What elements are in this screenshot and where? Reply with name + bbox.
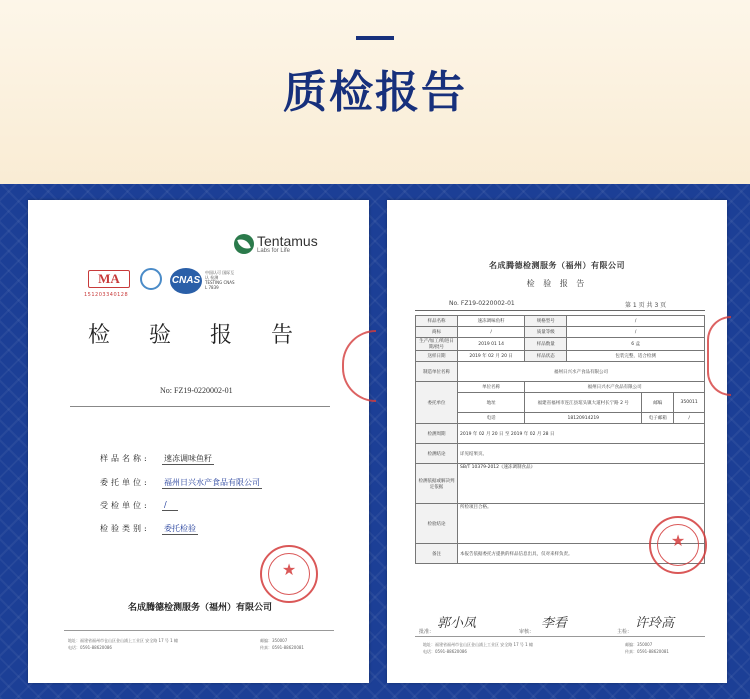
table-cell: 邮编 — [642, 393, 674, 413]
table-cell: 样品名称 — [416, 316, 458, 327]
field-label: 检验类别: — [100, 524, 150, 533]
field-value: / — [162, 500, 178, 511]
table-row — [416, 382, 705, 393]
signature-approver: 郭小凤 — [437, 616, 477, 631]
table-cell: 350011 — [674, 393, 705, 413]
tentamus-brand — [234, 234, 318, 254]
table-cell: 本报告依据委托方提供的样品信息出具，仅对来样负责。 — [458, 544, 705, 564]
table-cell: 电话 — [458, 413, 525, 424]
sign-label-review: 审核： — [519, 629, 535, 635]
table-cell: 福建省福州市连江县琯头镇大道村长宁路 2 号 — [525, 393, 642, 413]
table-cell: / — [674, 413, 705, 424]
field-inspection-type — [100, 523, 198, 535]
table-cell: 样品状态 — [525, 351, 567, 362]
table-row — [416, 316, 705, 327]
header-banner — [0, 0, 750, 184]
table-cell: SB/T 10379-2012《速冻调制食品》 — [458, 464, 705, 504]
table-cell: 福州日兴水产食品有限公司 — [458, 362, 705, 382]
ilac-mra-icon — [140, 268, 162, 290]
table-row — [416, 444, 705, 464]
field-value: 委托检验 — [164, 524, 196, 533]
report-title: 检 验 报 告 — [88, 323, 309, 348]
table-cell: 18120914219 — [525, 413, 642, 424]
table-row — [416, 338, 705, 351]
table-cell: 速冻调味鱼籽 — [458, 316, 525, 327]
field-value: 福州日兴水产食品有限公司 — [164, 478, 260, 487]
report-title: 检 验 报 告 — [526, 279, 588, 288]
table-cell: 规格型号 — [525, 316, 567, 327]
table-cell: 检测结论 — [416, 444, 458, 464]
seal-edge-stamp — [707, 316, 731, 396]
report-body-page — [387, 200, 727, 683]
table-cell: 2019 年 02 月 20 日 至 2019 年 02 月 28 日 — [458, 424, 705, 444]
table-cell: 制造单位名称 — [416, 362, 458, 382]
table-row — [416, 413, 705, 424]
report-number: No: FZ19-0220002-01 — [160, 386, 233, 395]
table-cell: 包装完整，适合检测 — [567, 351, 705, 362]
field-label: 受检单位: — [100, 501, 150, 510]
table-cell: 商标 — [416, 327, 458, 338]
sign-label-inspector: 主检： — [617, 629, 633, 635]
field-label: 委托单位: — [100, 478, 150, 487]
table-row — [416, 362, 705, 382]
tentamus-leaf-icon — [234, 234, 254, 254]
ma-number: 151203340128 — [84, 292, 129, 298]
signature-inspector: 许玲高 — [635, 616, 675, 631]
red-seal-stamp — [649, 516, 707, 574]
footer-divider — [415, 636, 705, 637]
star-icon: ★ — [670, 531, 686, 550]
issuer-name: 名成腾德检测服务（福州）有限公司 — [128, 603, 273, 613]
footer-contact: 邮编：350007 传真：0591-88620081 — [625, 642, 669, 654]
table-cell: 送样日期 — [416, 351, 458, 362]
table-row — [416, 351, 705, 362]
divider — [415, 310, 705, 311]
table-row — [416, 464, 705, 504]
table-cell: 检验结论 — [416, 504, 458, 544]
star-icon: ★ — [281, 560, 297, 579]
table-cell: 生产/加工/购进日期/批号 — [416, 338, 458, 351]
table-cell: 单位名称 — [458, 382, 525, 393]
ma-certification-icon: MA — [88, 270, 130, 288]
table-cell: 地址 — [458, 393, 525, 413]
table-cell: 样品数量 — [525, 338, 567, 351]
sign-label-approve: 批准： — [419, 629, 435, 635]
table-cell: 委托单位 — [416, 382, 458, 424]
table-cell: 电子邮箱 — [642, 413, 674, 424]
footer-address: 地址：福建省福州市仓山区金山浦上工业区 安全路 17 号 1 幢 电话：0591-88620086 — [68, 638, 178, 650]
table-cell: 6 盒 — [567, 338, 705, 351]
table-cell: 详见结果页。 — [458, 444, 705, 464]
table-cell: 备注 — [416, 544, 458, 564]
page-title: 质检报告 — [283, 67, 467, 118]
brand-tagline: Labs for Life — [257, 248, 291, 254]
red-seal-stamp — [260, 545, 318, 603]
table-cell: 所检项目合格。 — [458, 504, 705, 544]
table-cell: 福州日兴水产食品有限公司 — [525, 382, 705, 393]
table-cell: 质量等级 — [525, 327, 567, 338]
signature-reviewer: 李看 — [541, 616, 568, 631]
report-number: No. FZ19-0220002-01 — [449, 300, 515, 307]
cnas-caption: 中国认可 国际互认 检测 TESTING CNAS L 7839 — [205, 270, 235, 290]
report-cover-page — [28, 200, 369, 683]
brand-name: Tentamus — [257, 233, 318, 249]
table-cell: 2019 年 02 月 20 日 — [458, 351, 525, 362]
field-value: 速冻调味鱼籽 — [164, 454, 212, 463]
table-cell: / — [567, 316, 705, 327]
table-cell: / — [458, 327, 525, 338]
table-cell: 2019 01 14 — [458, 338, 525, 351]
field-inspected-unit — [100, 500, 178, 511]
field-client — [100, 477, 262, 489]
field-label: 样品名称: — [100, 454, 150, 463]
table-row — [416, 424, 705, 444]
footer-divider — [64, 630, 334, 631]
footer-contact: 邮编：350007 传真：0591-88620081 — [260, 638, 304, 650]
footer-address: 地址：福建省福州市仓山区金山浦上工业区 安全路 17 号 1 幢 电话：0591-88620086 — [423, 642, 533, 654]
table-cell: / — [567, 327, 705, 338]
title-accent-bar — [356, 36, 394, 40]
table-cell: 检测依据或解决判定依据 — [416, 464, 458, 504]
table-row — [416, 393, 705, 413]
divider — [70, 406, 330, 407]
field-sample-name — [100, 453, 214, 465]
cnas-logo: CNAS — [170, 268, 202, 294]
page-indicator: 第 1 页 共 3 页 — [625, 302, 667, 309]
org-name: 名成腾德检测服务（福州）有限公司 — [489, 261, 625, 270]
table-cell: 检测周期 — [416, 424, 458, 444]
table-row — [416, 327, 705, 338]
